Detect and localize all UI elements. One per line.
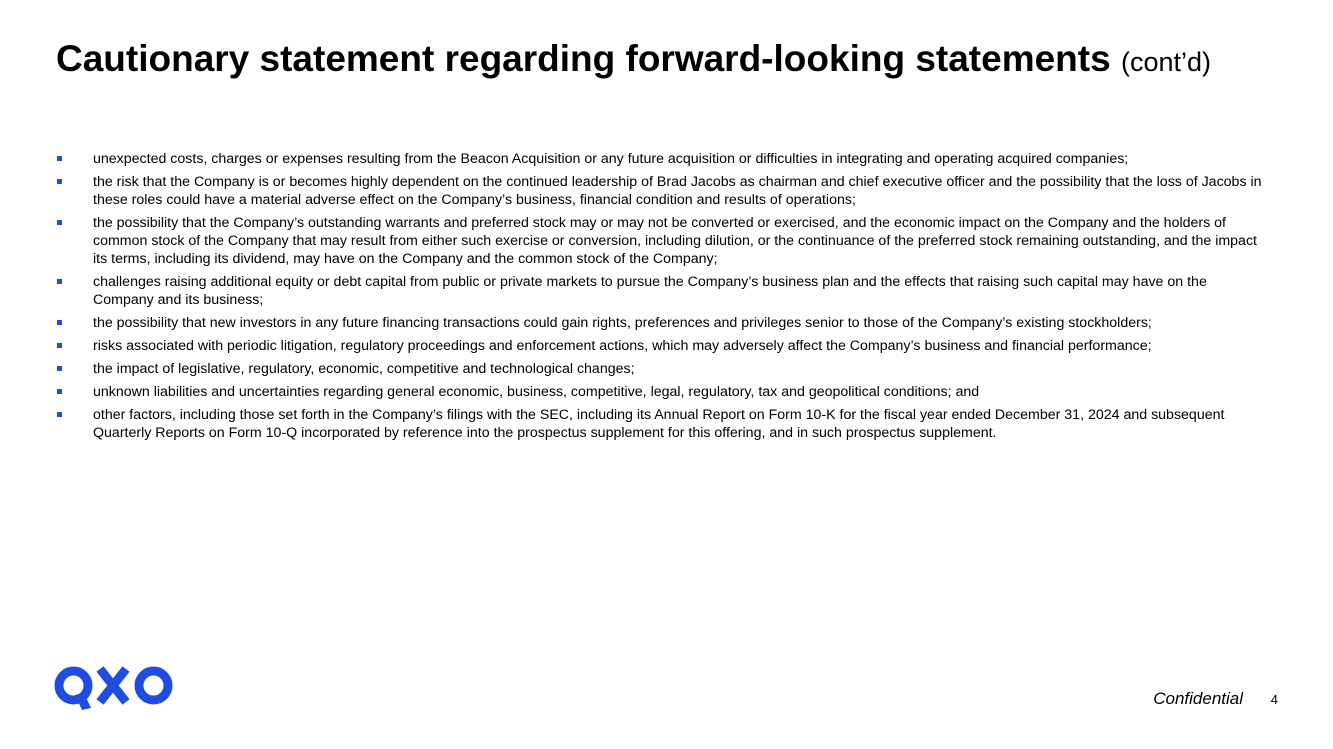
list-item-text: challenges raising additional equity or debt capital from public or private markets to pursue the Company’s business plan and the effects that raising such capital may have on the Company and its business; — [93, 274, 1207, 308]
bullet-marker — [57, 279, 62, 284]
confidential-label: Confidential — [1153, 689, 1243, 708]
list-item-text: the impact of legislative, regulatory, economic, competitive and technological changes; — [93, 361, 635, 377]
list-item — [56, 337, 1271, 355]
page-title — [56, 36, 1211, 85]
list-item — [56, 314, 1271, 332]
bullet-marker — [57, 412, 62, 417]
list-item — [56, 360, 1271, 378]
list-item — [56, 150, 1271, 168]
bullet-marker — [57, 156, 62, 161]
list-item-text: other factors, including those set forth in the Company’s filings with the SEC, including its Annual Report on Form 10-K for the fiscal year ended December 31, 2024 and subsequent Quarterly Reports on Form 10-Q incorporated by reference into the prospectus supplement for this offering, and in such prospectus supplement. — [93, 407, 1225, 441]
title-suffix: (cont’d) — [1120, 47, 1211, 77]
list-item — [56, 214, 1271, 268]
list-item-text: the possibility that new investors in any future financing transactions could gain rights, preferences and privileges senior to those of the Company’s existing stockholders; — [93, 315, 1152, 331]
list-item-text: unexpected costs, charges or expenses resulting from the Beacon Acquisition or any future acquisition or difficulties in integrating and operating acquired companies; — [93, 151, 1129, 167]
list-item-text: the risk that the Company is or becomes highly dependent on the continued leadership of Brad Jacobs as chairman and chief executive officer and the possibility that the loss of Jacobs in these roles could have a material adverse effect on the Company’s business, financial condition and results of operations; — [93, 174, 1262, 208]
bullet-marker — [57, 220, 62, 225]
page-number: 4 — [1270, 692, 1278, 707]
logo-o-ring — [139, 671, 168, 700]
list-item-text: unknown liabilities and uncertainties regarding general economic, business, competitive, legal, regulatory, tax and geopolitical conditions; and — [93, 384, 980, 400]
list-item-text: risks associated with periodic litigation, regulatory proceedings and enforcement actions, which may adversely affect the Company’s business and financial performance; — [93, 338, 1152, 354]
list-item-text: the possibility that the Company’s outstanding warrants and preferred stock may or may not be converted or exercised, and the economic impact on the Company and the holders of common stock of the Company that may result from either such exercise or conversion, including dilution, or the continuance of the preferred stock remaining outstanding, and the impact its terms, including its dividend, may have on the Company and the common stock of the Company; — [93, 215, 1257, 267]
bullet-list — [56, 150, 1271, 447]
list-item — [56, 273, 1271, 309]
bullet-marker — [57, 320, 62, 325]
list-item — [56, 383, 1271, 401]
list-item — [56, 406, 1271, 442]
bullet-marker — [57, 343, 62, 348]
title-main: Cautionary statement regarding forward-looking statements — [56, 38, 1111, 79]
bullet-marker — [57, 389, 62, 394]
qxo-logo — [54, 664, 174, 712]
list-item — [56, 173, 1271, 209]
bullet-marker — [57, 366, 62, 371]
bullet-marker — [57, 179, 62, 184]
